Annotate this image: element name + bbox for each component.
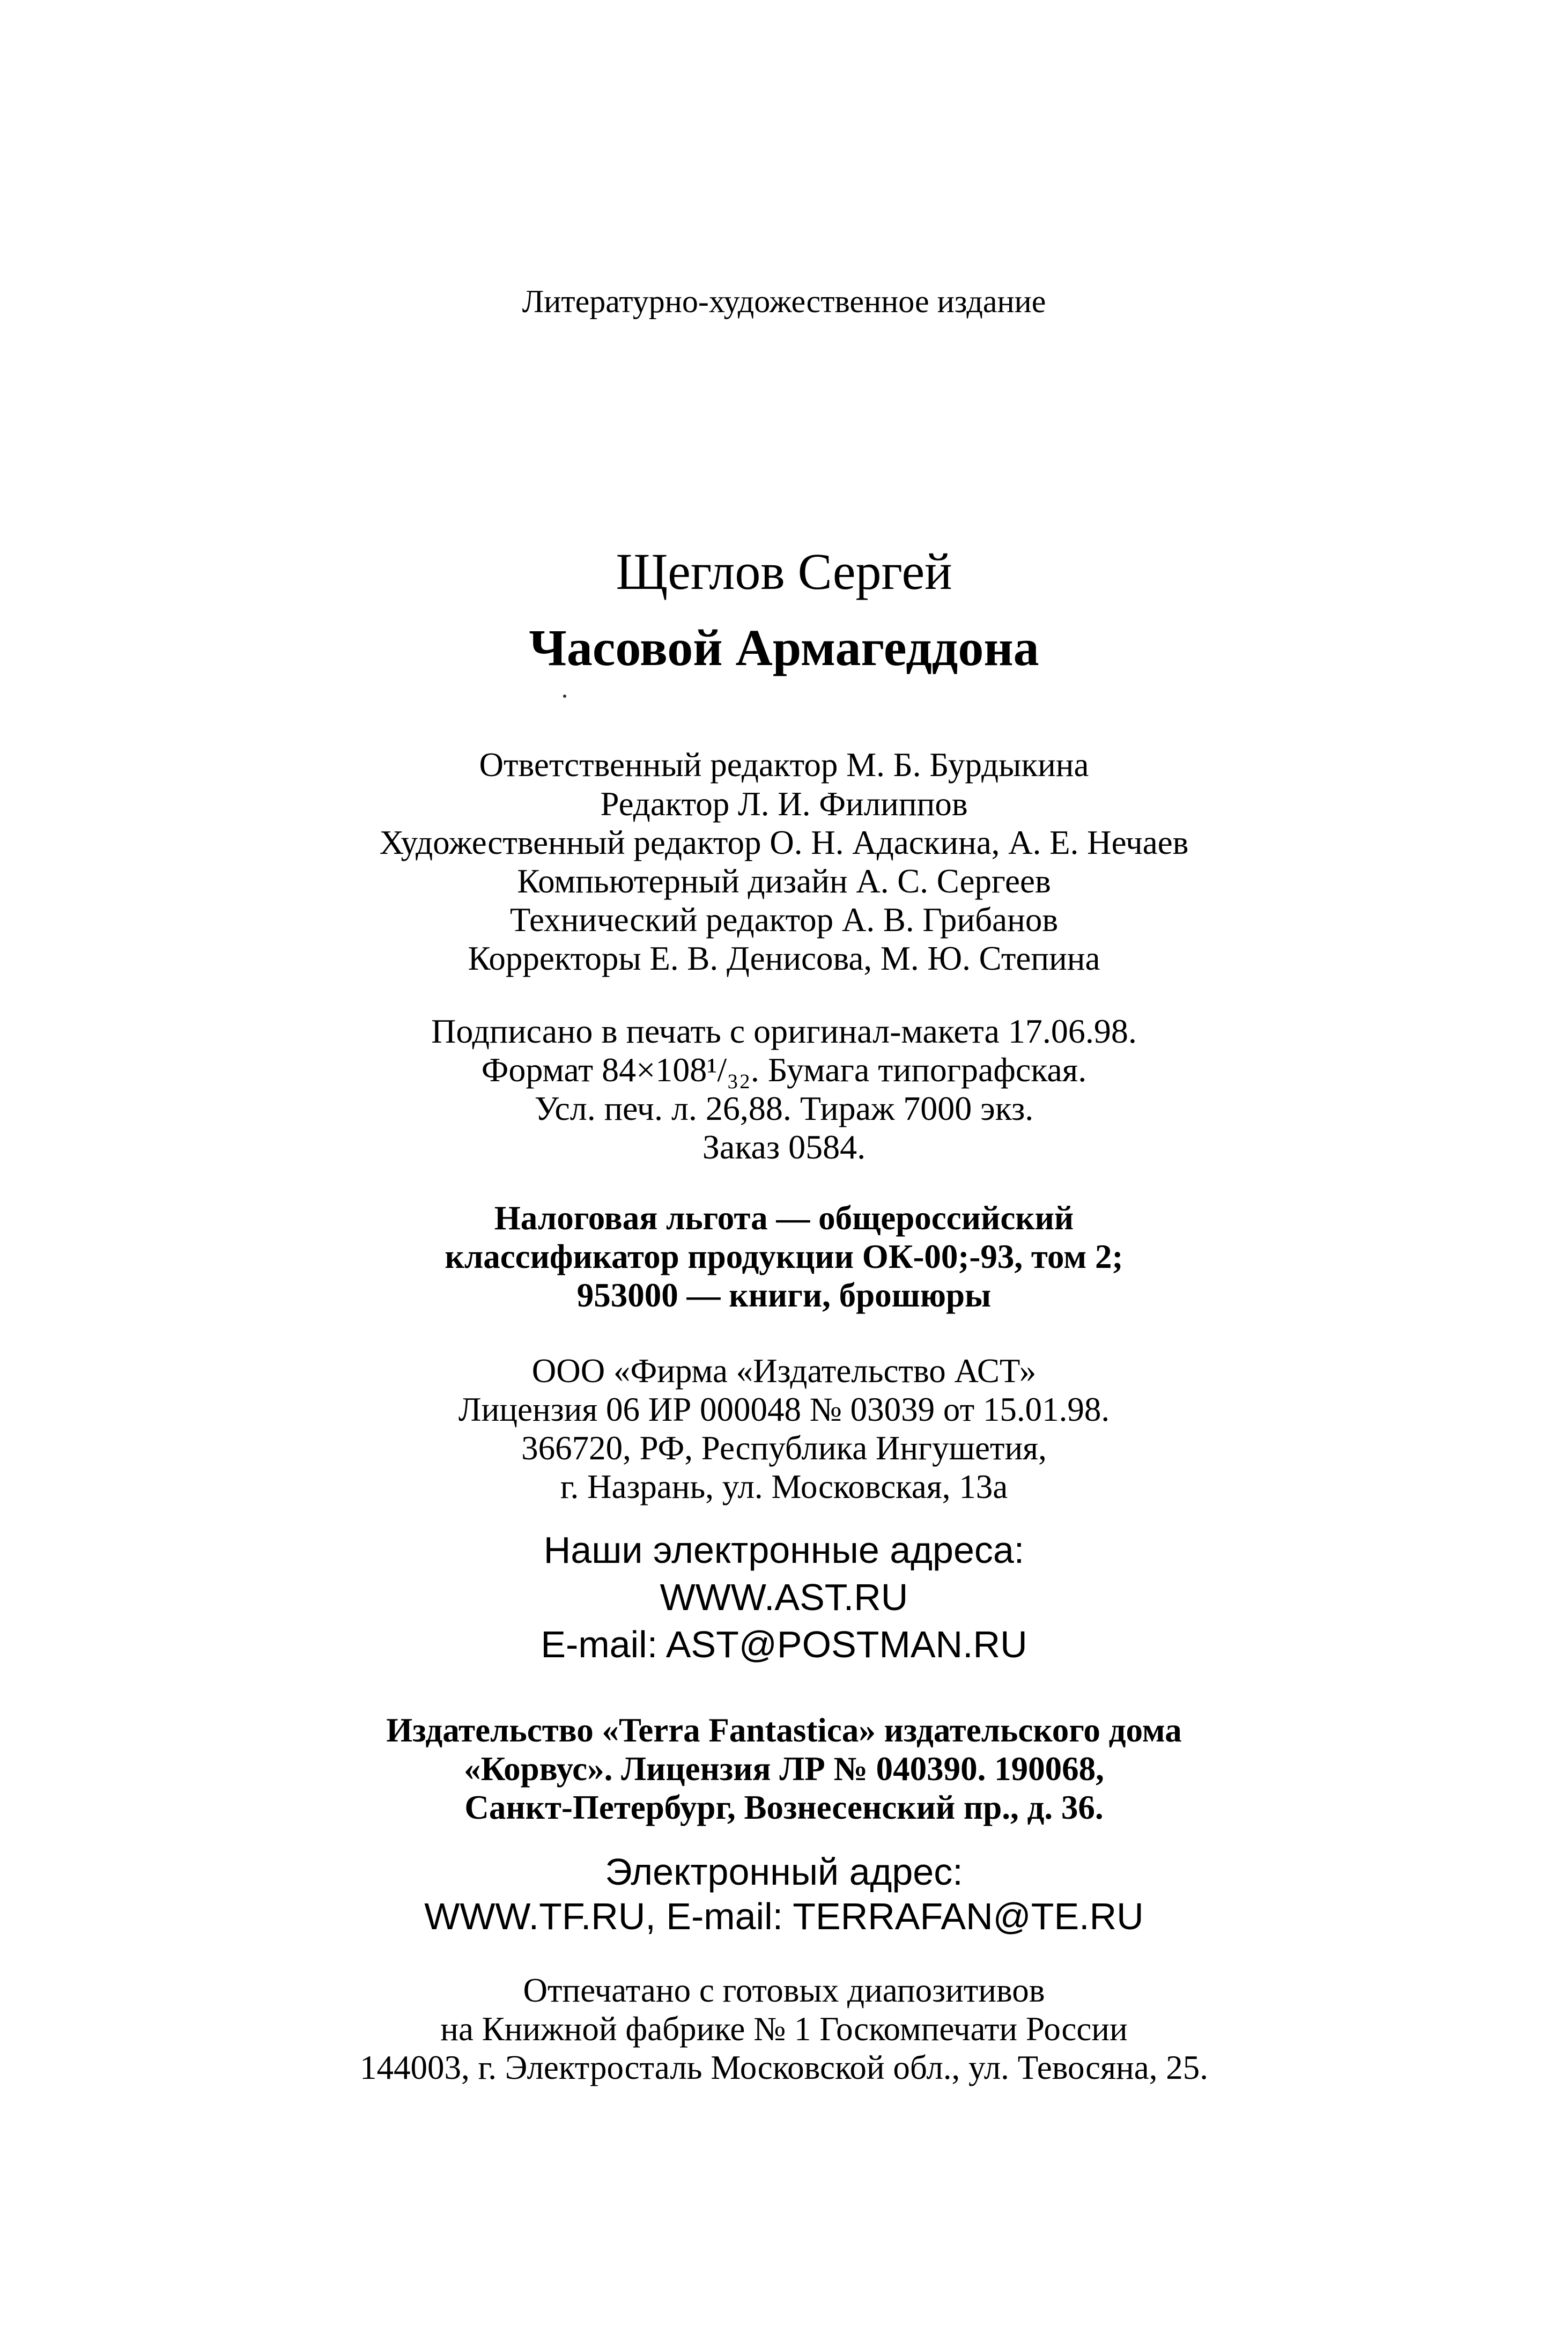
printed-by-line: 144003, г. Электросталь Московской обл., ул. Тевосяна, 25. <box>360 2049 1208 2086</box>
print-spec-line: Заказ 0584. <box>702 1128 866 1166</box>
printed-by-line: на Книжной фабрике № 1 Госкомпечати России <box>440 2010 1128 2048</box>
print-spec-line: Формат 84×108¹/₃₂. Бумага типографская. <box>481 1051 1087 1089</box>
book-author: Щеглов Сергей <box>616 543 952 600</box>
tax-benefit-line: Налоговая льгота — общероссийский <box>494 1199 1074 1237</box>
credit-line: Редактор Л. И. Филиппов <box>600 785 968 823</box>
publisher-line: Лицензия 06 ИР 000048 № 03039 от 15.01.98. <box>458 1391 1110 1428</box>
tax-benefit-line: 953000 — книги, брошюры <box>576 1276 992 1314</box>
terra-fantastica-line: Издательство «Terra Fantastica» издательского дома <box>386 1711 1182 1749</box>
edition-type: Литературно-художественное издание <box>522 284 1046 319</box>
credit-line: Компьютерный дизайн А. С. Сергеев <box>517 862 1051 900</box>
print-speck <box>563 695 566 698</box>
publisher-email: E-mail: AST@POSTMAN.RU <box>541 1623 1027 1665</box>
credit-line: Корректоры Е. В. Денисова, М. Ю. Степина <box>468 940 1100 977</box>
terra-fantastica-web-heading: Электронный адрес: <box>605 1851 963 1893</box>
publisher-line: ООО «Фирма «Издательство АСТ» <box>531 1352 1037 1390</box>
tax-benefit-line: классификатор продукции ОК-00;-93, том 2; <box>445 1238 1123 1275</box>
print-spec-line: Подписано в печать с оригинал-макета 17.06.98. <box>431 1012 1137 1050</box>
publisher-website: WWW.AST.RU <box>660 1576 908 1618</box>
publisher-line: г. Назрань, ул. Московская, 13а <box>560 1468 1008 1505</box>
terra-fantastica-line: «Корвус». Лицензия ЛР № 040390. 190068, <box>464 1750 1104 1788</box>
publisher-web-heading: Наши электронные адреса: <box>543 1529 1025 1571</box>
credit-line: Ответственный редактор М. Б. Бурдыкина <box>479 746 1089 784</box>
publisher-line: 366720, РФ, Республика Ингушетия, <box>521 1429 1047 1467</box>
printed-by-line: Отпечатано с готовых диапозитивов <box>523 1972 1045 2009</box>
terra-fantastica-web-addresses: WWW.TF.RU, E-mail: TERRAFAN@TE.RU <box>424 1895 1144 1937</box>
print-spec-line: Усл. печ. л. 26,88. Тираж 7000 экз. <box>534 1089 1034 1127</box>
terra-fantastica-line: Санкт-Петербург, Вознесенский пр., д. 36. <box>464 1789 1104 1826</box>
credit-line: Технический редактор А. В. Грибанов <box>509 901 1059 939</box>
credit-line: Художественный редактор О. Н. Адаскина, А. Е. Нечаев <box>379 824 1189 861</box>
book-title: Часовой Армагеддона <box>529 619 1039 676</box>
